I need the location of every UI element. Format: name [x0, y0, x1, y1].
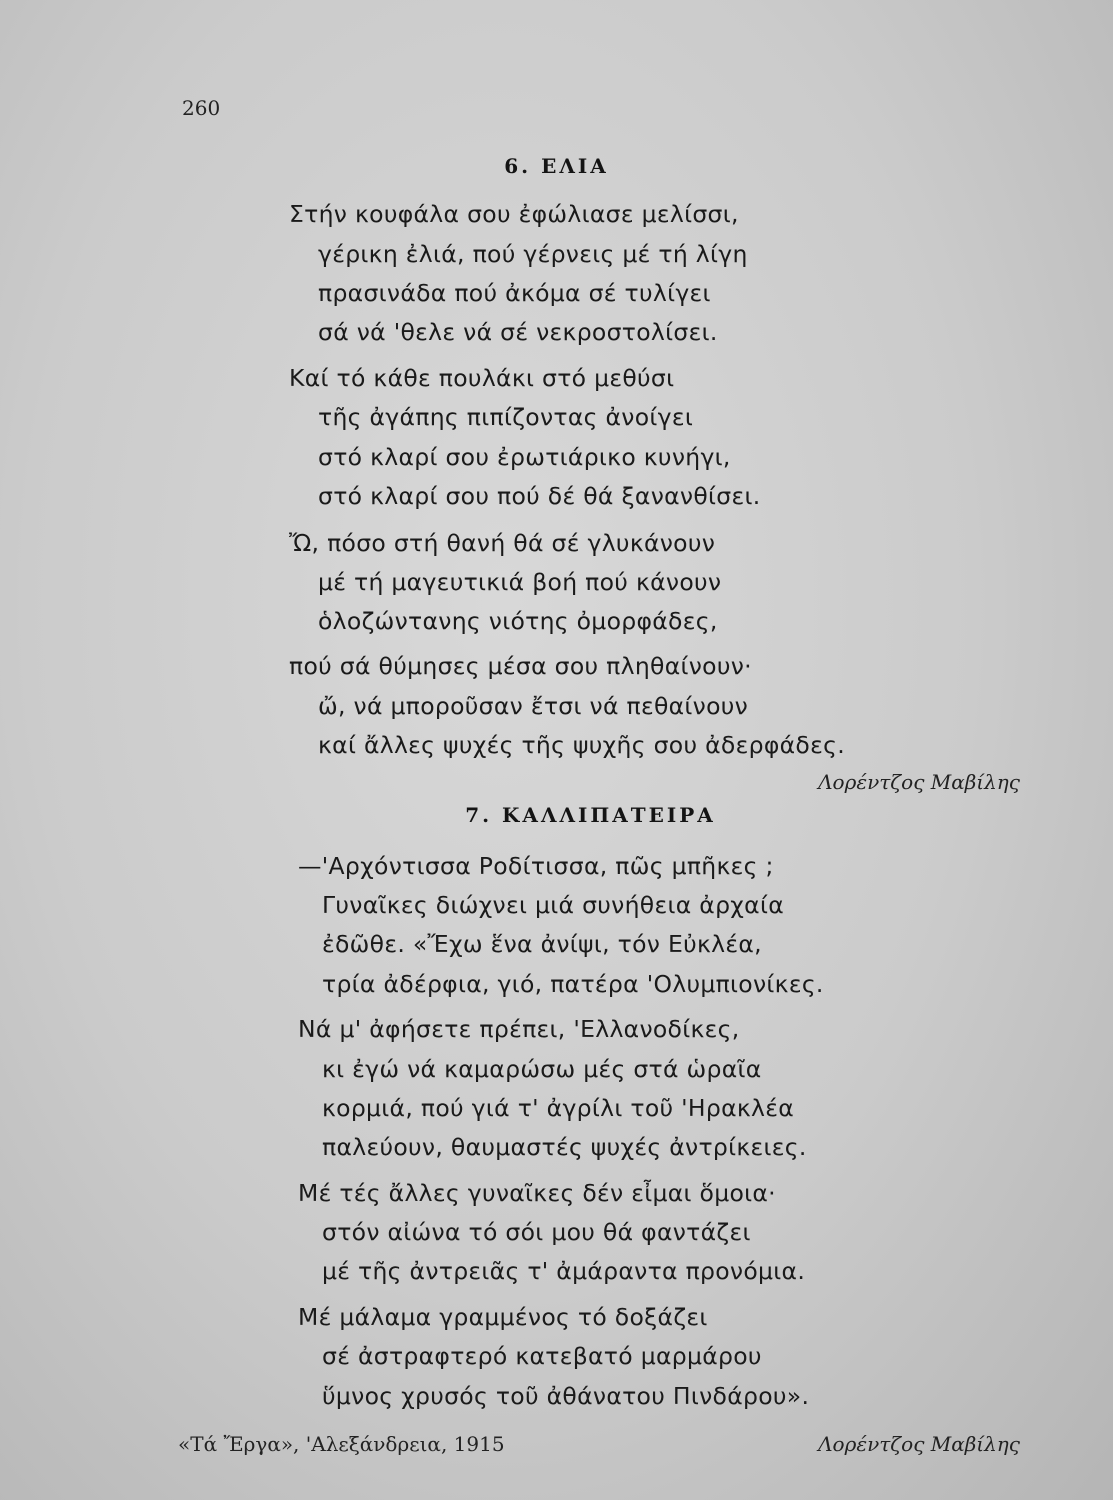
- poem-line: ὤ, νά μποροῦσαν ἔτσι νά πεθαίνουν: [318, 692, 749, 720]
- poem-line: στό κλαρί σου πού δέ θά ξανανθίσει.: [318, 482, 761, 510]
- poem-line: καί ἄλλες ψυχές τῆς ψυχῆς σου ἀδερφάδες.: [318, 731, 845, 759]
- poem-line: μέ τή μαγευτικιά βοή πού κάνουν: [318, 568, 722, 596]
- poem-line: Στήν κουφάλα σου ἐφώλιασε μελίσσι,: [289, 200, 739, 228]
- poem-line: ὁλοζώντανης νιότης ὀμορφάδες,: [318, 607, 718, 635]
- poem-line: κορμιά, πού γιά τ' ἀγρίλι τοῦ 'Ηρακλέα: [322, 1094, 795, 1122]
- poem-line: πρασινάδα πού ἀκόμα σέ τυλίγει: [318, 279, 711, 307]
- poem-line: Ὤ, πόσο στή θανή θά σέ γλυκάνουν: [289, 529, 716, 557]
- poem-line: στόν αἰώνα τό σόι μου θά φαντάζει: [322, 1218, 751, 1246]
- poem-line: ὕμνος χρυσός τοῦ ἀθάνατου Πινδάρου».: [322, 1382, 810, 1410]
- poem-line: μέ τῆς ἀντρειᾶς τ' ἀμάραντα προνόμια.: [322, 1257, 806, 1285]
- poem-line: τρία ἀδέρφια, γιό, πατέρα 'Ολυμπιονίκες.: [322, 970, 824, 998]
- source-citation: «Τά Ἔργα», 'Αλεξάνδρεια, 1915: [178, 1432, 505, 1456]
- poem-title-kallipateira: 7. ΚΑΛΛΙΠΑΤΕΙΡΑ: [465, 803, 716, 827]
- poem-title-elia: 6. ΕΛΙΑ: [504, 154, 609, 178]
- poem-line: πού σά θύμησες μέσα σου πληθαίνουν·: [289, 652, 752, 680]
- poem-line: τῆς ἀγάπης πιπίζοντας ἀνοίγει: [318, 403, 694, 431]
- poem-line: σά νά 'θελε νά σέ νεκροστολίσει.: [318, 318, 718, 346]
- poem-line: Μέ τές ἄλλες γυναῖκες δέν εἶμαι ὅμοια·: [298, 1179, 776, 1207]
- page-number: 260: [182, 96, 221, 120]
- poem-author: Λορέντζος Μαβίλης: [818, 770, 1020, 794]
- poem-line: γέρικη ἐλιά, πού γέρνεις μέ τή λίγη: [318, 240, 748, 268]
- poem-line: —'Αρχόντισσα Ροδίτισσα, πῶς μπῆκες ;: [298, 852, 774, 880]
- poem-author: Λορέντζος Μαβίλης: [818, 1432, 1020, 1456]
- poem-line: σέ ἀστραφτερό κατεβατό μαρμάρου: [322, 1342, 762, 1370]
- poem-line: ἐδῶθε. «Ἔχω ἕνα ἀνίψι, τόν Εὐκλέα,: [322, 930, 762, 958]
- poem-line: παλεύουν, θαυμαστές ψυχές ἀντρίκειες.: [322, 1133, 807, 1161]
- poem-line: Καί τό κάθε πουλάκι στό μεθύσι: [289, 364, 675, 392]
- poem-line: Γυναῖκες διώχνει μιά συνήθεια ἀρχαία: [322, 891, 784, 919]
- poem-line: κι ἐγώ νά καμαρώσω μές στά ὡραῖα: [322, 1055, 762, 1083]
- poem-line: Νά μ' ἀφήσετε πρέπει, 'Ελλανοδίκες,: [298, 1015, 740, 1043]
- poem-line: Μέ μάλαμα γραμμένος τό δοξάζει: [298, 1303, 708, 1331]
- poem-line: στό κλαρί σου ἐρωτιάρικο κυνήγι,: [318, 443, 731, 471]
